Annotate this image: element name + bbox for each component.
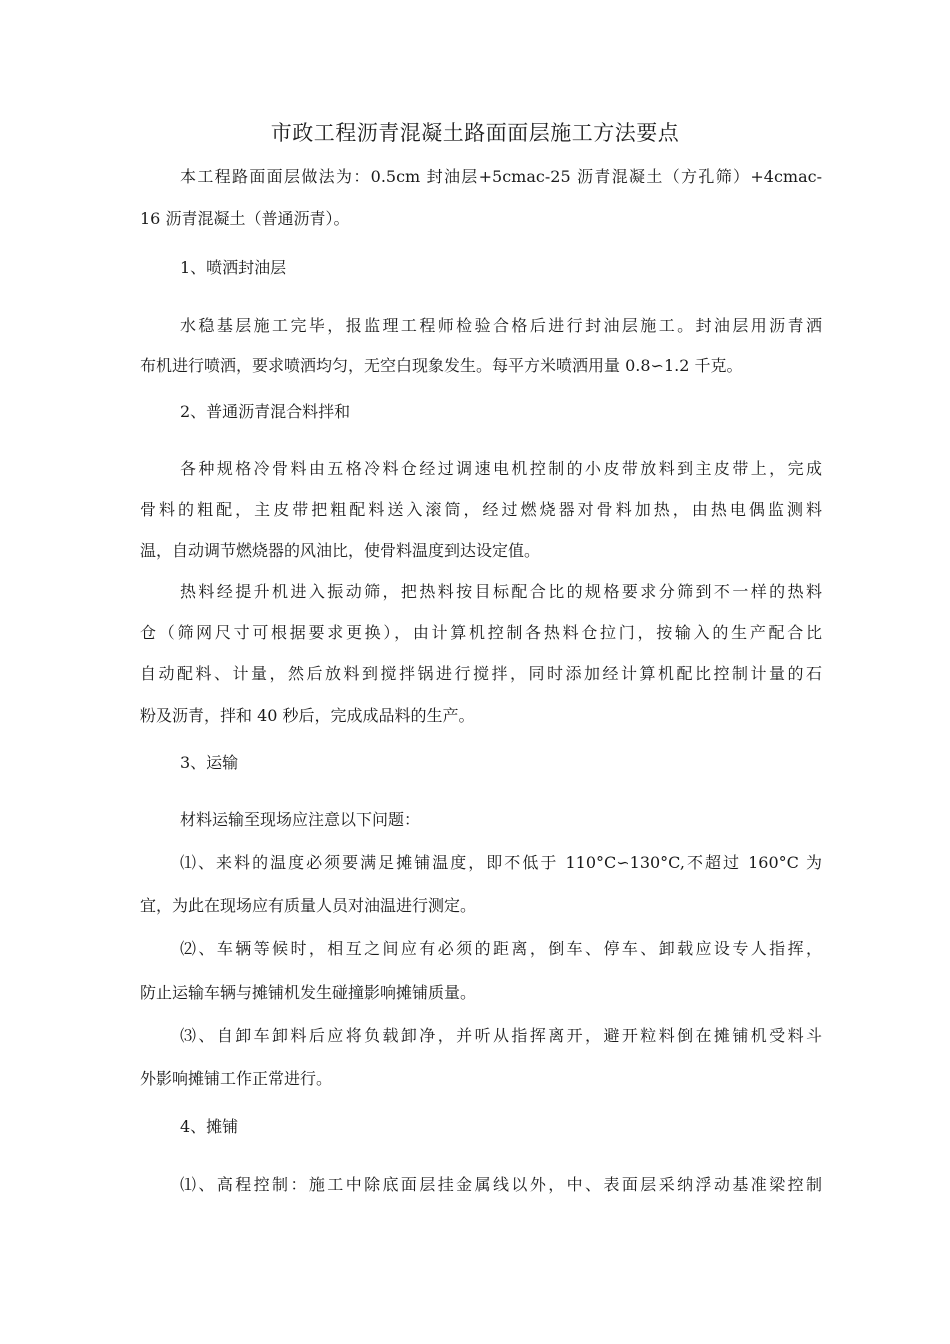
section-1-para-line-1: 水稳基层施工完毕，报监理工程师检验合格后进行封油层施工。封油层用沥青洒 (180, 316, 822, 335)
section-1-heading: 1、喷洒封油层 (180, 258, 287, 277)
section-3-item-1-line-2: 宜，为此在现场应有质量人员对油温进行测定。 (140, 896, 477, 915)
section-3-heading: 3、运输 (180, 753, 239, 772)
section-3-item-3-line-1: ⑶、自卸车卸料后应将负载卸净，并听从指挥离开，避开粒料倒在摊铺机受料斗 (180, 1026, 822, 1045)
section-4-item-1-line-1: ⑴、高程控制：施工中除底面层挂金属线以外，中、表面层采纳浮动基准梁控制 (180, 1175, 822, 1194)
section-3-item-3-line-2: 外影响摊铺工作正常进行。 (140, 1069, 333, 1088)
section-3-item-2-line-1: ⑵、车辆等候时，相互之间应有必须的距离，倒车、停车、卸载应设专人指挥， (180, 939, 822, 958)
section-4-heading: 4、摊铺 (180, 1117, 239, 1136)
section-3-item-2-line-2: 防止运输车辆与摊铺机发生碰撞影响摊铺质量。 (140, 983, 477, 1002)
section-2-para-2-line-1: 热料经提升机进入振动筛，把热料按目标配合比的规格要求分筛到不一样的热料 (180, 582, 822, 601)
section-2-heading: 2、普通沥青混合料拌和 (180, 402, 351, 421)
document-title: 市政工程沥青混凝土路面面层施工方法要点 (270, 121, 680, 145)
section-2-para-1-line-2: 骨料的粗配，主皮带把粗配料送入滚筒，经过燃烧器对骨料加热，由热电偶监测料 (140, 500, 822, 519)
section-1-para-line-2: 布机进行喷洒，要求喷洒均匀，无空白现象发生。每平方米喷洒用量 0.8∽1.2 千克。 (140, 356, 743, 375)
intro-line-2: 16 沥青混凝土（普通沥青）。 (140, 209, 350, 228)
section-3-intro: 材料运输至现场应注意以下问题： (180, 810, 421, 829)
section-2-para-2-line-2: 仓（筛网尺寸可根据要求更换），由计算机控制各热料仓拉门，按输入的生产配合比 (140, 623, 822, 642)
section-2-para-2-line-3: 自动配料、计量，然后放料到搅拌锅进行搅拌，同时添加经计算机配比控制计量的石 (140, 664, 822, 683)
intro-line-1: 本工程路面面层做法为：0.5cm 封油层+5cmac-25 沥青混凝土（方孔筛）+4cmac- (180, 167, 822, 186)
section-2-para-2-line-4: 粉及沥青，拌和 40 秒后，完成成品料的生产。 (140, 706, 475, 725)
section-3-item-1-line-1: ⑴、来料的温度必须要满足摊铺温度，即不低于 110°C∽130°C,不超过 160°C 为 (180, 853, 822, 872)
section-2-para-1-line-3: 温，自动调节燃烧器的风油比，使骨料温度到达设定值。 (140, 541, 541, 560)
section-2-para-1-line-1: 各种规格冷骨料由五格冷料仓经过调速电机控制的小皮带放料到主皮带上，完成 (180, 459, 822, 478)
